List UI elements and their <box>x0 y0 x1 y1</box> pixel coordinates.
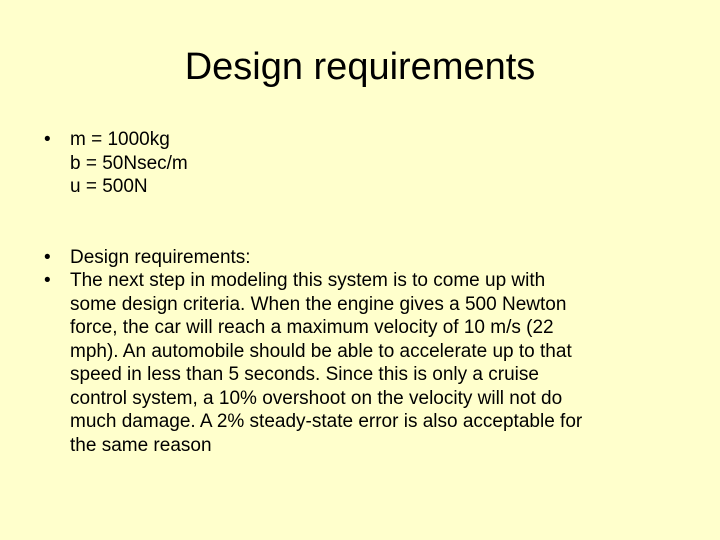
paragraph-line: mph). An automobile should be able to accelerate up to that <box>70 340 572 362</box>
param-force: u = 500N <box>70 176 148 197</box>
param-mass: m = 1000kg <box>70 129 170 150</box>
bullet-paragraph <box>44 269 684 457</box>
paragraph-line: some design criteria. When the engine gives a 500 Newton <box>70 293 567 315</box>
bullet-params <box>44 128 684 199</box>
paragraph-line: The next step in modeling this system is to come up with <box>70 270 546 291</box>
paragraph-line: control system, a 10% overshoot on the velocity will not do <box>70 387 563 409</box>
spacer <box>44 199 684 246</box>
paragraph-line: much damage. A 2% steady-state error is also acceptable for <box>70 411 583 432</box>
paragraph-line: the same reason <box>70 434 212 456</box>
slide-title: Design requirements <box>184 46 536 88</box>
requirements-heading: Design requirements: <box>70 246 251 268</box>
paragraph-line: force, the car will reach a maximum velocity of 10 m/s (22 <box>70 317 554 338</box>
bullet-dot-icon: • <box>44 270 51 291</box>
bullet-list <box>44 128 684 457</box>
requirements-paragraph <box>70 269 684 457</box>
bullet-dot-icon: • <box>44 246 51 268</box>
param-damping: b = 50Nsec/m <box>70 152 188 174</box>
bullet-dot-icon: • <box>44 129 51 150</box>
bullet-heading <box>44 246 684 270</box>
paragraph-line: speed in less than 5 seconds. Since this is only a cruise <box>70 364 539 385</box>
